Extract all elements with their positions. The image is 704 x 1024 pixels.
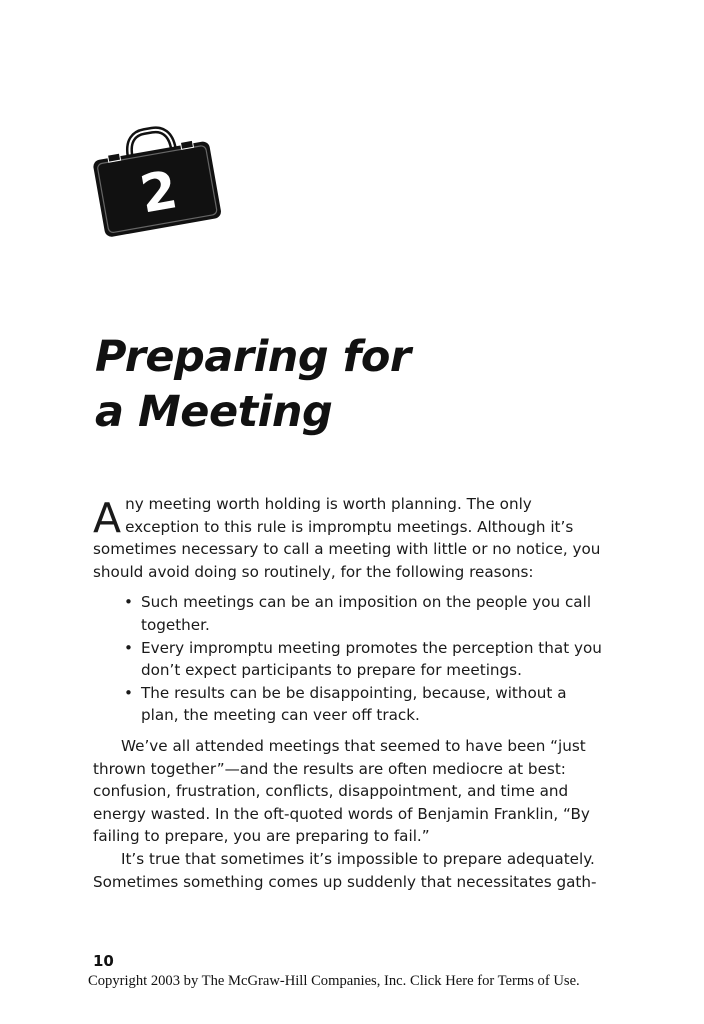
drop-cap: A [93, 494, 122, 542]
list-item: • The results can be be disappointing, because, without a plan, the meeting can veer off track. [141, 682, 608, 727]
page-number: 10 [93, 952, 114, 970]
chapter-title [95, 330, 655, 440]
paragraph-impossible: It’s true that sometimes it’s impossible to prepare adequately. Sometimes something comes up suddenly that necessitates gath- [93, 849, 597, 891]
briefcase-icon [88, 118, 228, 238]
list-item: • Such meetings can be an imposition on the people you call together. [141, 591, 608, 636]
copyright-notice[interactable]: Copyright 2003 by The McGraw-Hill Companies, Inc. Click Here for Terms of Use. [88, 973, 580, 989]
body-text [93, 493, 608, 893]
chapter-title-line-2: a Meeting [95, 387, 333, 437]
list-item: • Every impromptu meeting promotes the perception that you don’t expect participants to prepare for meetings. [141, 637, 608, 682]
paragraph-franklin: We’ve all attended meetings that seemed to have been “just thrown together”—and the results are often mediocre at best: confusion, frustration, conflicts, disappointment, and time and energy wasted. In the oft-quoted words of Benjamin Franklin, “By failing to prepare, you are preparing to fail.” [93, 736, 590, 846]
chapter-number: 2 [135, 160, 182, 226]
opening-paragraph-text: ny meeting worth holding is worth planning. The only exception to this rule is impromptu meetings. Although it’s sometimes necessary to call a meeting with little or no notice, you should avoid doing so routinely, for the following reasons: [93, 495, 601, 581]
chapter-title-line-1: Preparing for [95, 332, 411, 382]
opening-paragraph [93, 493, 608, 583]
reasons-list [93, 591, 608, 727]
